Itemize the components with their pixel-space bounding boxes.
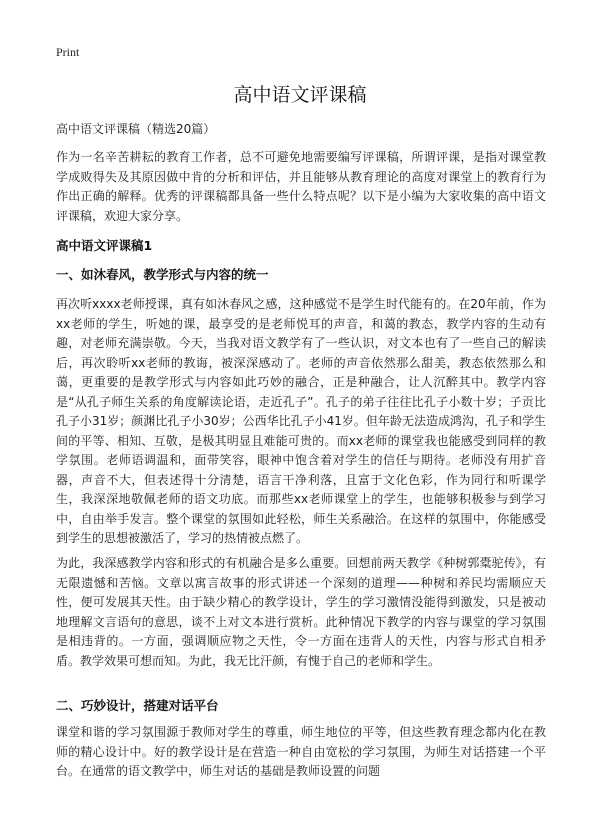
article-heading: 高中语文评课稿1 bbox=[56, 238, 153, 253]
section1-paragraph-1: 再次听xxxx老师授课，真有如沐春风之感，这种感觉不是学生时代能有的。在20年前，作为xx老师的学生，听她的课，最享受的是老师悦耳的声音，和蔼的教态，教学内容的生动有趣，对老师充满崇敬。今天，当我对语文教学有了一些认识，对文本也有了一些自己的解读后，再次聆听xx老师的教诲，被深深感动了。老师的声音依然那么甜美，教态依然那么和蔼，更重要的是教学形式与内容如此巧妙的融合，正是种融合，让人沉醉其中。教学内容是“从孔子师生关系的角度解读论语，走近孔子”。孔子的弟子往往比孔子小数十岁；子贡比孔子小31岁；颜渊比孔子小30岁；公西华比孔子小41岁。但年龄无法造成鸿沟，孔子和学生间的平等、相知、互敬，是极其明显且难能可贵的。而xx老师的课堂我也能感受到同样的教学氛围。老师语调温和，面带笑容，眼神中饱含着对学生的信任与期待。老师没有用扩音器，声音不大，但表述得十分清楚，语言干净利落，且富于文化色彩，作为同行和听课学生，我深深地敬佩老师的语文功底。而那些xx老师课堂上的学生，也能够积极参与到学习中，自由举手发言。整个课堂的氛围如此轻松，师生关系融洽。在这样的氛围中，你能感受到学生的思想被激活了，学习的热情被点燃了。 bbox=[56, 297, 546, 545]
section2-paragraph-1: 课堂和谐的学习氛围源于教师对学生的尊重，师生地位的平等，但这些教育理念都内化在教师的精心设计中。好的教学设计是在营造一种自由宽松的学习氛围，为师生对话搭建一个平台。在通常的语文教学中，师生对话的基础是教师设置的问题 bbox=[56, 725, 546, 778]
section1-paragraph-2: 为此，我深感教学内容和形式的有机融合是多么重要。回想前两天教学《种树郭橐驼传》，有无限遗憾和苦恼。文章以寓言故事的形式讲述一个深刻的道理——种树和养民均需顺应天性，便可发展其天性。由于缺少精心的教学设计，学生的学习激情没能得到激发，只是被动地理解文言语句的意思，谈不上对文本进行赏析。此种情况下教学的内容与课堂的学习氛围是相违背的。一方面，强调顺应物之天性，令一方面在违背人的天性，内容与形式自相矛盾。教学效果可想而知。为此，我无比汗颜，有愧于自己的老师和学生。 bbox=[56, 556, 546, 668]
page-title: 高中语文评课稿 bbox=[233, 84, 367, 106]
intro-paragraph: 作为一名辛苦耕耘的教育工作者，总不可避免地需要编写评课稿，所谓评课，是指对课堂教学成败得失及其原因做中肯的分析和评估，并且能够从教育理论的高度对课堂上的教育行为作出正确的解释。优秀的评课稿都具备一些什么特点呢？以下是小编为大家收集的高中语文评课稿，欢迎大家分享。 bbox=[56, 150, 546, 223]
document-subtitle: 高中语文评课稿（精选20篇） bbox=[56, 122, 216, 136]
section2-heading: 二、巧妙设计，搭建对话平台 bbox=[56, 698, 219, 713]
section1-heading: 一、如沐春风，教学形式与内容的统一 bbox=[56, 267, 269, 282]
print-link[interactable]: Print bbox=[56, 45, 80, 59]
